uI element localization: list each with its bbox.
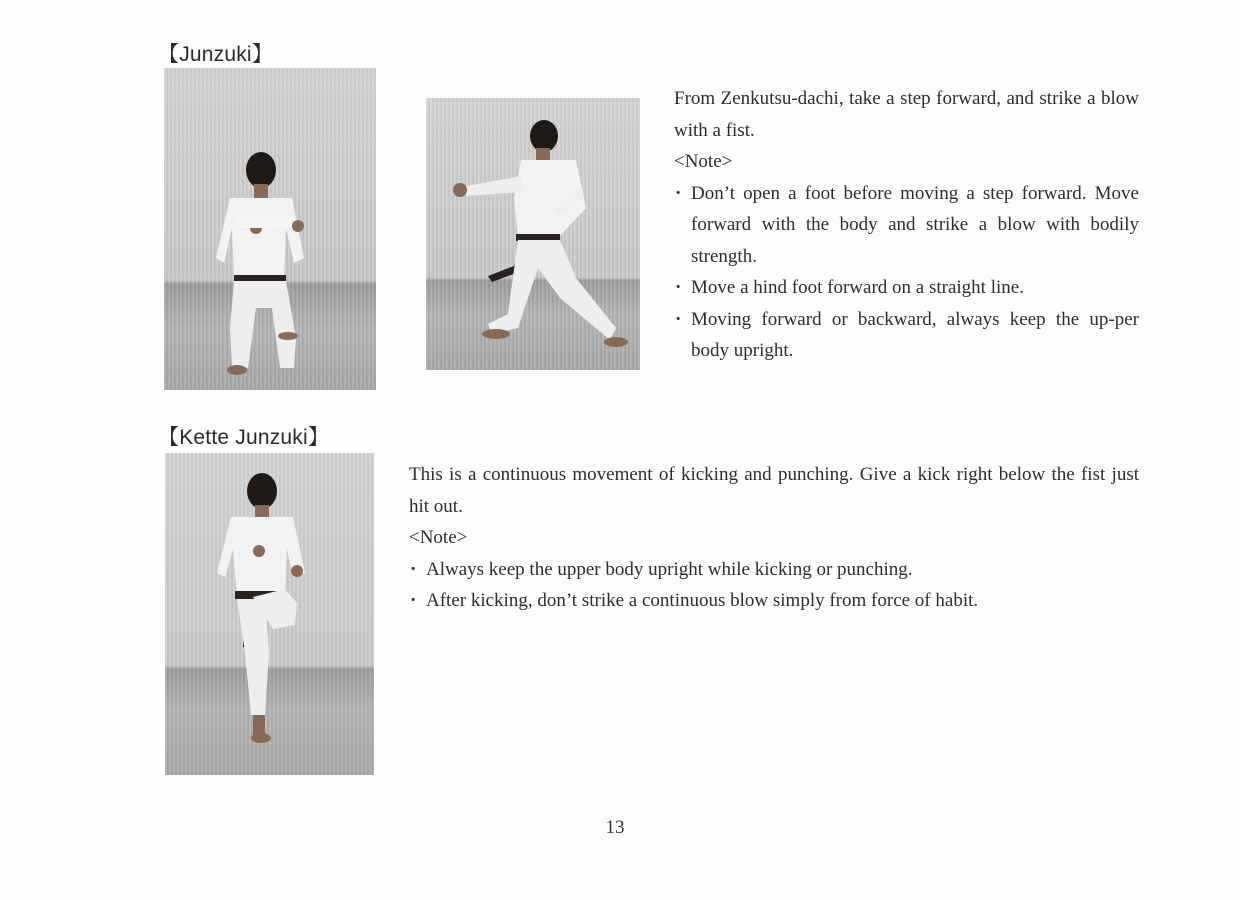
junzuki-note-item: · Moving forward or backward, always keep the up-per body upright. (674, 304, 1139, 367)
junzuki-note-label: <Note> (674, 151, 733, 172)
junzuki-text (674, 83, 1139, 367)
photo-junzuki-side (426, 98, 640, 370)
photo-kette-junzuki (165, 453, 374, 775)
page-number: 13 (605, 817, 625, 838)
junzuki-description: From Zenkutsu-dachi, take a step forward, and strike a blow with a fist. (674, 88, 1139, 141)
photo-junzuki-front (164, 68, 376, 390)
karateka-kick-figure (165, 453, 374, 775)
karateka-front-stance-figure (164, 68, 376, 390)
junzuki-note-item: · Move a hind foot forward on a straight line. (674, 272, 1139, 304)
section-heading-kette-junzuki: 【Kette Junzuki】 (158, 426, 330, 449)
kette-junzuki-note-item: · After kicking, don’t strike a continuous blow simply from force of habit. (409, 585, 1139, 617)
kette-junzuki-notes-list (409, 554, 1139, 617)
karateka-punch-side-figure (426, 98, 640, 370)
section-heading-junzuki: 【Junzuki】 (158, 43, 274, 66)
kette-junzuki-note-label: <Note> (409, 527, 468, 548)
kette-junzuki-text (409, 459, 1139, 617)
junzuki-note-item: · Don’t open a foot before moving a step forward. Move forward with the body and strike a blow with bodily strength. (674, 178, 1139, 273)
kette-junzuki-description: This is a continuous movement of kicking and punching. Give a kick right below the fist just hit out. (409, 464, 1139, 517)
junzuki-notes-list (674, 178, 1139, 367)
kette-junzuki-note-item: · Always keep the upper body upright while kicking or punching. (409, 554, 1139, 586)
